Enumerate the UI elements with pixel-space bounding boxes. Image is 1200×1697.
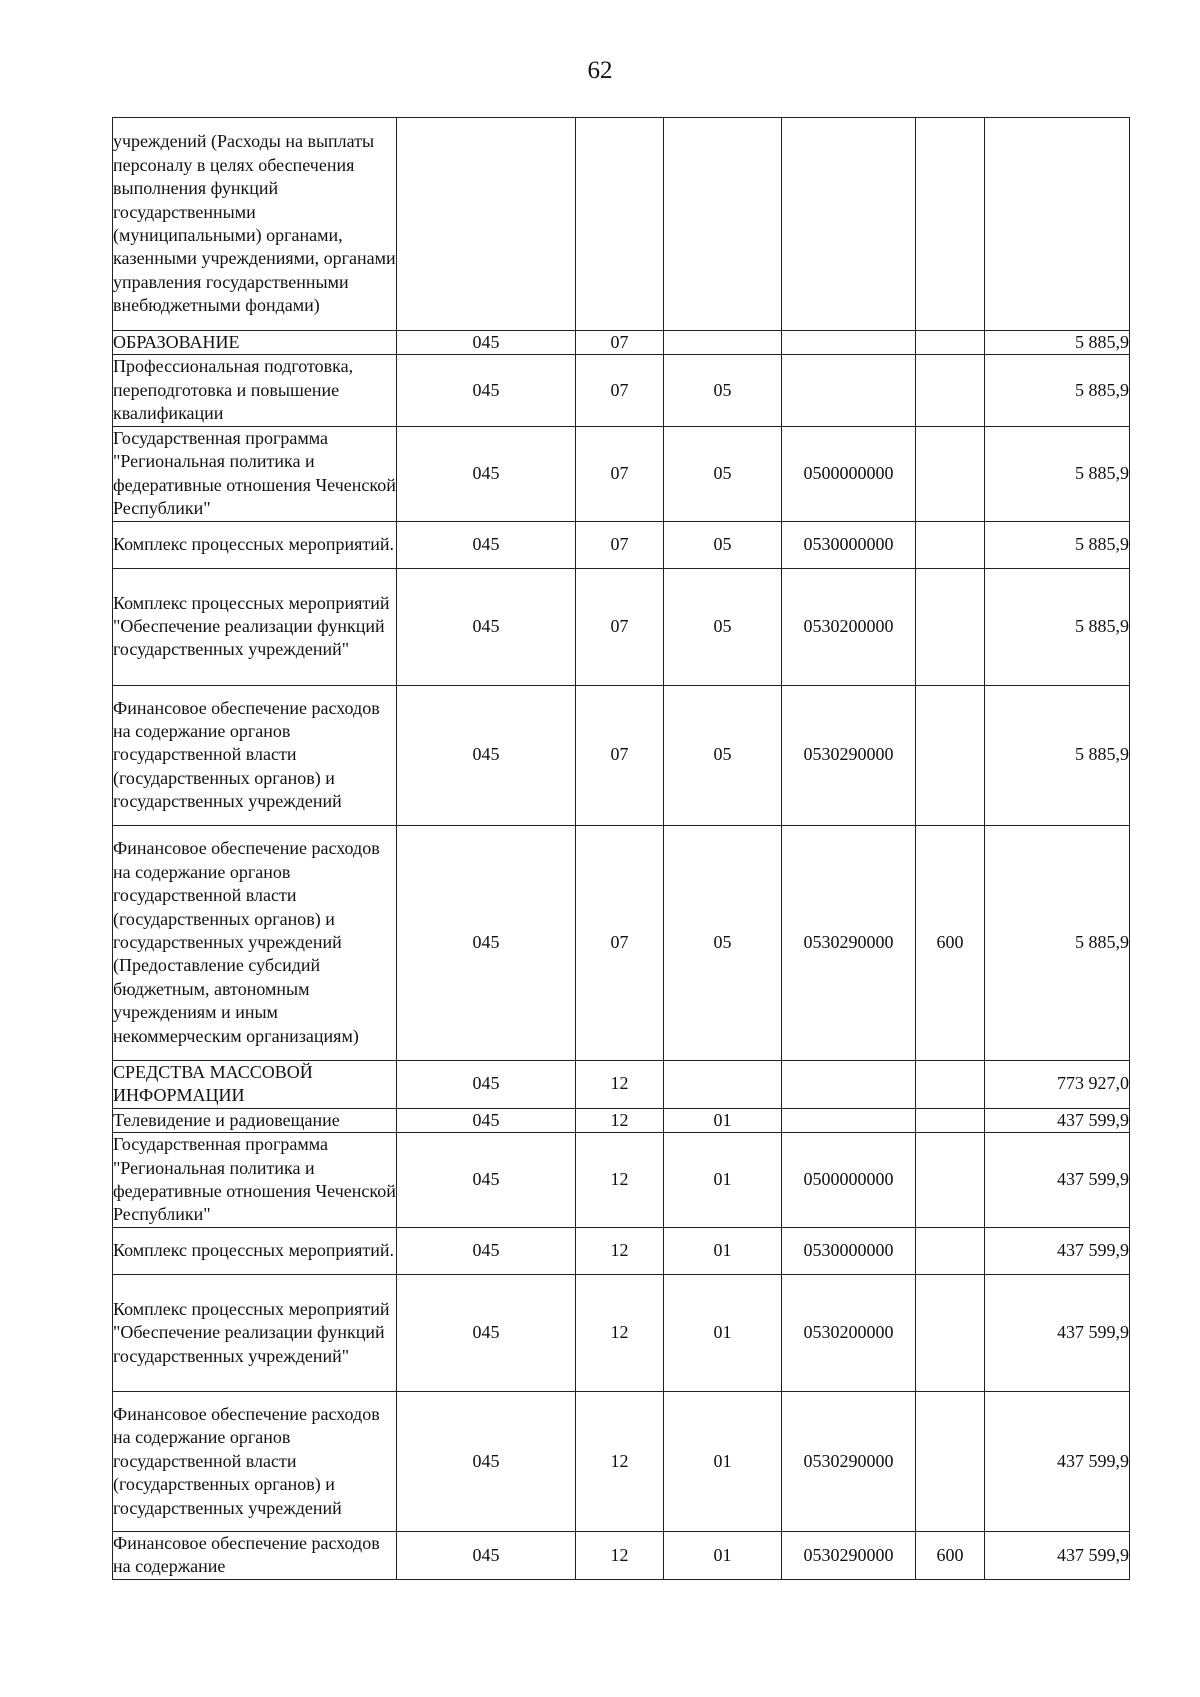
table-row: [113, 1108, 1130, 1132]
expense-type-code: [916, 1392, 985, 1532]
target-article-code: 0530200000: [782, 1275, 916, 1392]
table-row: [113, 331, 1130, 355]
grbs-code: 045: [397, 1133, 576, 1228]
subsection-code: 05: [664, 426, 782, 521]
subsection-code: 01: [664, 1228, 782, 1275]
row-name: Комплекс процессных мероприятий.: [113, 1228, 397, 1275]
amount: 5 885,9: [985, 825, 1130, 1060]
table-row: [113, 1060, 1130, 1108]
row-name: Финансовое обеспечение расходов на содержание органов государственной власти (государственных органов) и государственных учреждений: [113, 685, 397, 825]
target-article-code: 0530290000: [782, 685, 916, 825]
section-code: 12: [576, 1133, 664, 1228]
grbs-code: 045: [397, 1532, 576, 1580]
section-code: 07: [576, 426, 664, 521]
table-row: [113, 1133, 1130, 1228]
table-row: [113, 118, 1130, 331]
row-name: Финансовое обеспечение расходов на содержание органов государственной власти (государственных органов) и государственных учреждений: [113, 1392, 397, 1532]
subsection-code: 05: [664, 521, 782, 568]
row-name: СРЕДСТВА МАССОВОЙ ИНФОРМАЦИИ: [113, 1060, 397, 1108]
amount: 437 599,9: [985, 1108, 1130, 1132]
section-code: 07: [576, 355, 664, 426]
row-name: Комплекс процессных мероприятий "Обеспечение реализации функций государственных учреждений": [113, 1275, 397, 1392]
section-code: 12: [576, 1108, 664, 1132]
section-code: 12: [576, 1060, 664, 1108]
row-name: Государственная программа "Региональная политика и федеративные отношения Чеченской Республики": [113, 1133, 397, 1228]
subsection-code: 05: [664, 825, 782, 1060]
subsection-code: 01: [664, 1532, 782, 1580]
section-code: 12: [576, 1275, 664, 1392]
target-article-code: 0500000000: [782, 1133, 916, 1228]
subsection-code: 01: [664, 1133, 782, 1228]
table-row: [113, 1532, 1130, 1580]
amount: [985, 118, 1130, 331]
grbs-code: 045: [397, 1060, 576, 1108]
subsection-code: 01: [664, 1275, 782, 1392]
row-name: Комплекс процессных мероприятий "Обеспечение реализации функций государственных учреждений": [113, 568, 397, 685]
grbs-code: 045: [397, 1392, 576, 1532]
expense-type-code: [916, 685, 985, 825]
grbs-code: 045: [397, 1275, 576, 1392]
target-article-code: 0530000000: [782, 1228, 916, 1275]
subsection-code: 01: [664, 1108, 782, 1132]
table-row: [113, 1275, 1130, 1392]
table-row: [113, 426, 1130, 521]
expense-type-code: 600: [916, 1532, 985, 1580]
expense-type-code: [916, 1133, 985, 1228]
row-name: учреждений (Расходы на выплаты персоналу в целях обеспечения выполнения функций государственными (муниципальными) органами, казенными учреждениями, органами управления государственными внебюджетными фондами): [113, 118, 397, 331]
row-name: Профессиональная подготовка, переподготовка и повышение квалификации: [113, 355, 397, 426]
target-article-code: 0530000000: [782, 521, 916, 568]
grbs-code: 045: [397, 1108, 576, 1132]
subsection-code: [664, 1060, 782, 1108]
subsection-code: 05: [664, 685, 782, 825]
subsection-code: 05: [664, 355, 782, 426]
amount: 5 885,9: [985, 355, 1130, 426]
grbs-code: 045: [397, 331, 576, 355]
table-row: [113, 355, 1130, 426]
subsection-code: 05: [664, 568, 782, 685]
target-article-code: [782, 118, 916, 331]
section-code: 07: [576, 331, 664, 355]
target-article-code: [782, 355, 916, 426]
table-row: [113, 568, 1130, 685]
amount: 5 885,9: [985, 568, 1130, 685]
expense-type-code: [916, 331, 985, 355]
subsection-code: 01: [664, 1392, 782, 1532]
section-code: 12: [576, 1532, 664, 1580]
target-article-code: 0530290000: [782, 1532, 916, 1580]
row-name: Комплекс процессных мероприятий.: [113, 521, 397, 568]
expense-type-code: [916, 355, 985, 426]
amount: 437 599,9: [985, 1532, 1130, 1580]
target-article-code: 0530200000: [782, 568, 916, 685]
expense-type-code: [916, 1275, 985, 1392]
amount: 5 885,9: [985, 685, 1130, 825]
target-article-code: [782, 1108, 916, 1132]
table-row: [113, 685, 1130, 825]
grbs-code: 045: [397, 1228, 576, 1275]
section-code: 12: [576, 1392, 664, 1532]
grbs-code: 045: [397, 685, 576, 825]
grbs-code: 045: [397, 355, 576, 426]
grbs-code: 045: [397, 521, 576, 568]
table-row: [113, 1392, 1130, 1532]
target-article-code: [782, 331, 916, 355]
table-row: [113, 521, 1130, 568]
row-name: ОБРАЗОВАНИЕ: [113, 331, 397, 355]
table-row: [113, 1228, 1130, 1275]
amount: 5 885,9: [985, 521, 1130, 568]
grbs-code: 045: [397, 568, 576, 685]
amount: 437 599,9: [985, 1228, 1130, 1275]
amount: 437 599,9: [985, 1133, 1130, 1228]
target-article-code: 0500000000: [782, 426, 916, 521]
expense-type-code: [916, 1060, 985, 1108]
amount: 437 599,9: [985, 1392, 1130, 1532]
expense-type-code: [916, 521, 985, 568]
row-name: Государственная программа "Региональная политика и федеративные отношения Чеченской Республики": [113, 426, 397, 521]
target-article-code: [782, 1060, 916, 1108]
table-row: [113, 825, 1130, 1060]
subsection-code: [664, 331, 782, 355]
target-article-code: 0530290000: [782, 1392, 916, 1532]
section-code: 07: [576, 685, 664, 825]
section-code: 07: [576, 521, 664, 568]
expense-type-code: [916, 568, 985, 685]
grbs-code: 045: [397, 825, 576, 1060]
row-name: Телевидение и радиовещание: [113, 1108, 397, 1132]
row-name: Финансовое обеспечение расходов на содержание органов государственной власти (государственных органов) и государственных учреждений (Предоставление субсидий бюджетным, автономным учреждениям и иным некоммерческим организациям): [113, 825, 397, 1060]
section-code: 07: [576, 825, 664, 1060]
grbs-code: 045: [397, 426, 576, 521]
row-name: Финансовое обеспечение расходов на содержание: [113, 1532, 397, 1580]
grbs-code: [397, 118, 576, 331]
budget-table: [112, 117, 1130, 1580]
subsection-code: [664, 118, 782, 331]
target-article-code: 0530290000: [782, 825, 916, 1060]
amount: 5 885,9: [985, 426, 1130, 521]
expense-type-code: [916, 1228, 985, 1275]
page-number: 62: [587, 57, 613, 84]
expense-type-code: [916, 1108, 985, 1132]
amount: 773 927,0: [985, 1060, 1130, 1108]
amount: 437 599,9: [985, 1275, 1130, 1392]
expense-type-code: [916, 118, 985, 331]
expense-type-code: 600: [916, 825, 985, 1060]
section-code: 12: [576, 1228, 664, 1275]
section-code: 07: [576, 568, 664, 685]
section-code: [576, 118, 664, 331]
amount: 5 885,9: [985, 331, 1130, 355]
expense-type-code: [916, 426, 985, 521]
